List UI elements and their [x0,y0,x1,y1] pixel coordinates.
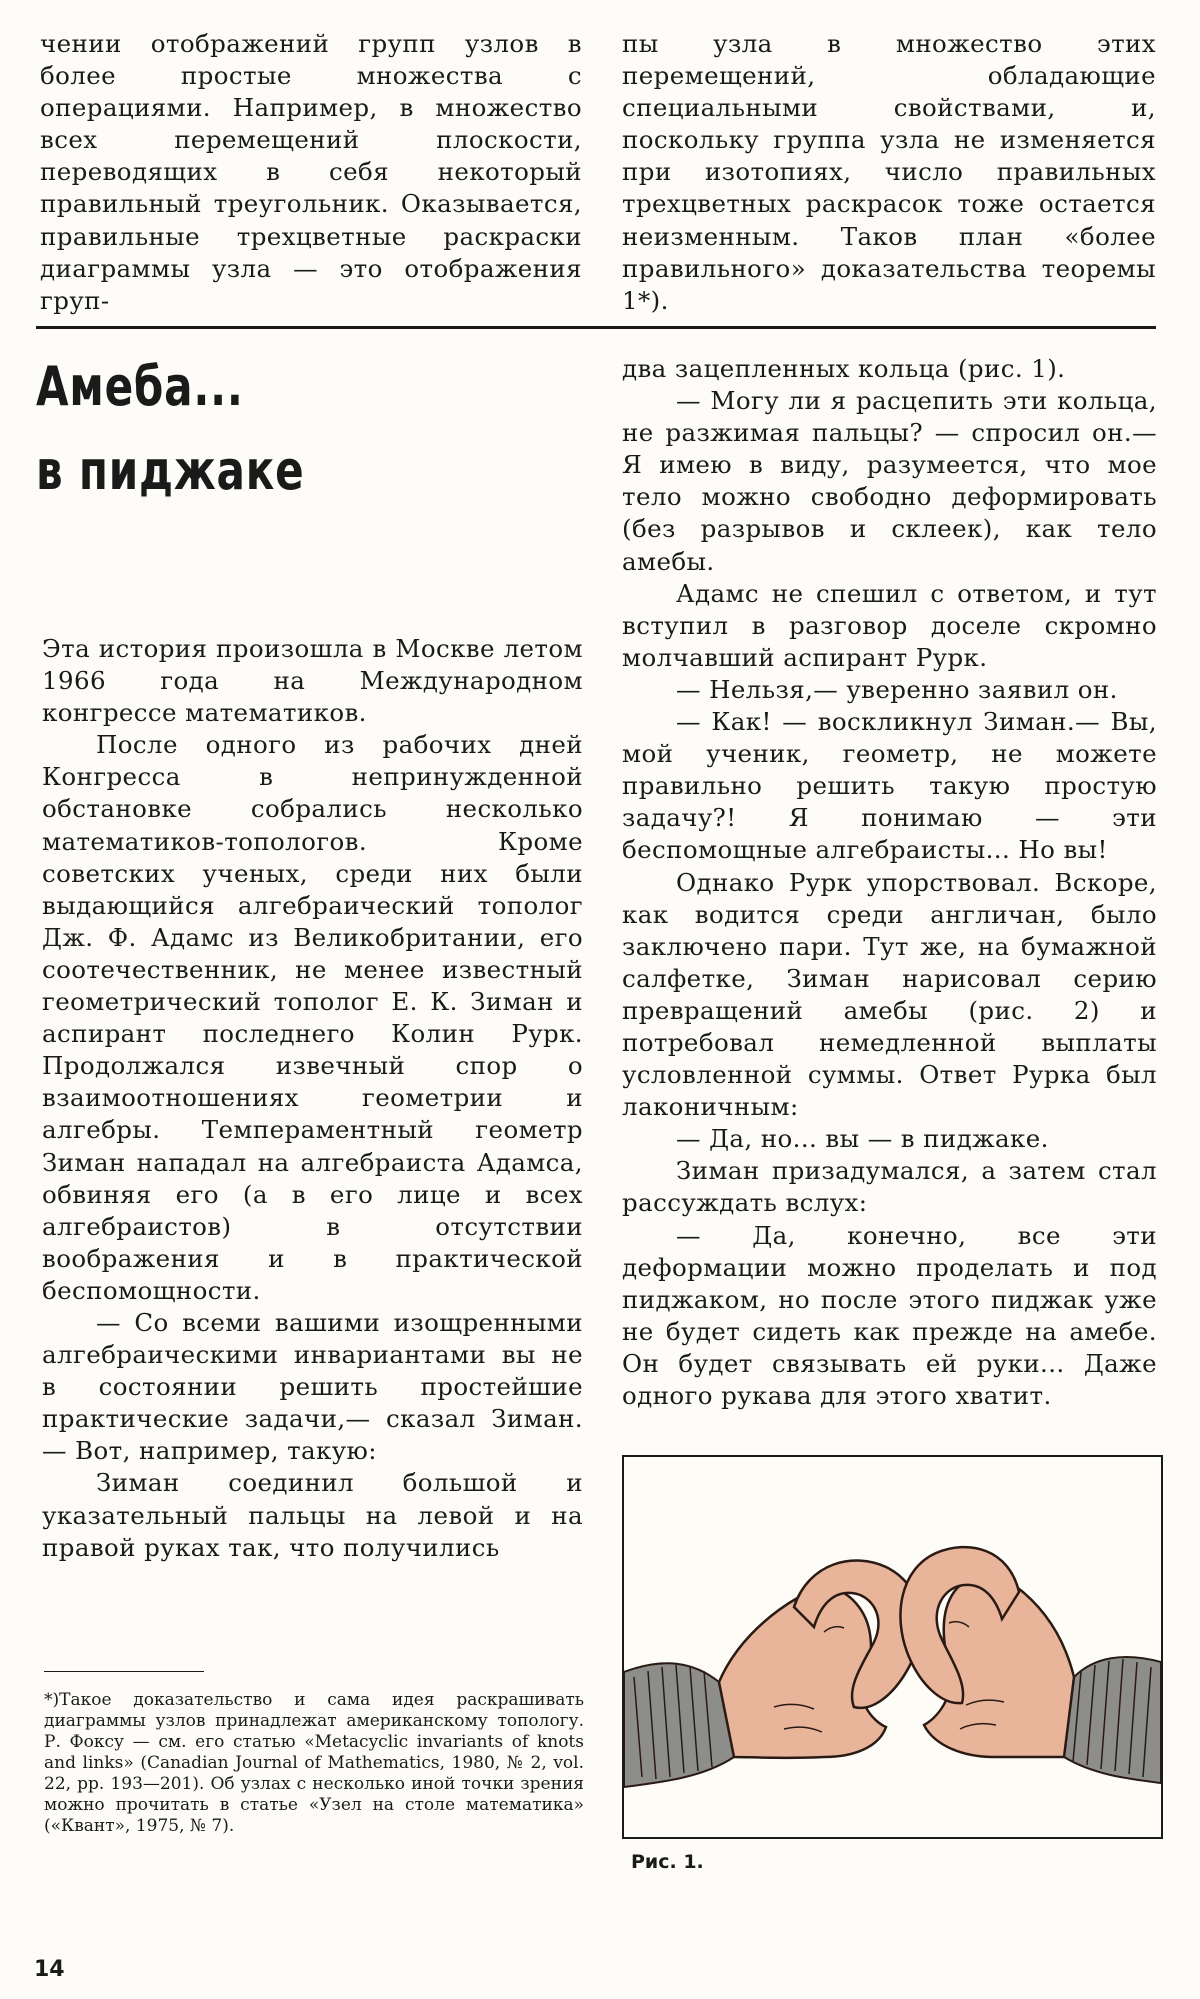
footnote-rule [44,1671,204,1672]
article-paragraph: После одного из рабочих дней Конгресса в непринужденной обстановке собрались несколько математиков-топологов. Кроме советских ученых, среди них были выдающийся алгебраический тополог Дж. Ф. Адамс из Великобритании, его соотечественник, не менее известный геометрический тополог Е. К. Зиман и аспирант последнего Колин Рурк. Продолжался извечный спор о взаимоотношениях геометрии и алгебры. Темпераментный геометр Зиман нападал на алгебраиста Адамса, обвиняя его (а в его лице и всех алгебраистов) в отсутствии воображения и в практической беспомощности. [42,730,583,1305]
article-paragraph: Зиман соединил большой и указательный пальцы на левой и на правой руках так, что получились [42,1468,583,1562]
left-sleeve [624,1663,734,1787]
figure-1-caption: Рис. 1. [631,1851,704,1873]
section-divider [36,326,1156,329]
interlocked-hands-illustration [624,1457,1161,1837]
article-paragraph: — Могу ли я расцепить эти кольца, не разжимая пальцы? — спросил он.— Я имею в виду, разумеется, что мое тело можно свободно деформировать (без разрывов и склеек), как тело амебы. [622,386,1157,576]
top-right-paragraph: пы узла в множество этих перемещений, обладающие специальными свойствами, и, поскольку группа узла не изменяется при изотопиях, число правильных трехцветных раскрасок тоже остается неизменным. Таков план «более правильного» доказательства теоремы 1*). [622,29,1156,315]
top-left-column [40,28,582,317]
article-left-column [42,633,583,1564]
article-title-line-2: в пиджаке [36,438,305,502]
footnote: *)Такое доказательство и сама идея раскрашивать диаграммы узлов принадлежат американскому топологу. Р. Фоксу — см. его статью «Metacyclic invariants of knots and links» (Canadian Journal of Mathematics, 1980, № 2, vol. 22, pp. 193—201). Об узлах с несколько иной точки зрения можно прочитать в статье «Узел на столе математика» («Квант», 1975, № 7). [44,1690,584,1836]
top-right-column [622,28,1156,317]
article-right-column [622,353,1157,1412]
article-paragraph: — Да, но... вы — в пиджаке. [676,1124,1049,1154]
figure-1-frame [622,1455,1163,1839]
article-paragraph: — Да, конечно, все эти деформации можно проделать и под пиджаком, но после этого пиджак уже не будет сидеть как прежде на амебе. Он будет связывать ей руки... Даже одного рукава для этого хватит. [622,1220,1157,1410]
article-paragraph: Эта история произошла в Москве летом 1966 года на Международном конгрессе математиков. [42,634,583,728]
article-paragraph: Зиман призадумался, а затем стал рассуждать вслух: [622,1156,1157,1218]
article-paragraph: Однако Рурк упорствовал. Вскоре, как водится среди англичан, было заключено пари. Тут же, на бумажной салфетке, Зиман нарисовал серию превращений амебы (рис. 2) и потребовал немедленной выплаты условленной суммы. Ответ Рурка был лаконичным: [622,867,1157,1122]
top-left-paragraph: чении отображений групп узлов в более простые множества с операциями. Например, в множество всех перемещений плоскости, переводящих в себя некоторый правильный треугольник. Оказывается, правильные трехцветные раскраски диаграммы узла — это отображения груп- [40,29,582,315]
article-paragraph: Адамс не спешил с ответом, и тут вступил в разговор доселе скромно молчавший аспирант Рурк. [622,578,1157,672]
article-paragraph: — Со всеми вашими изощренными алгебраическими инвариантами вы не в состоянии решить простейшие практические задачи,— сказал Зиман.— Вот, например, такую: [42,1307,583,1466]
article-paragraph: — Как! — воскликнул Зиман.— Вы, мой ученик, геометр, не можете правильно решить такую простую задачу?! Я понимаю — эти беспомощные алгебраисты... Но вы! [622,707,1157,865]
article-title-line-1: Амеба... [36,355,244,418]
article-paragraph: — Нельзя,— уверенно заявил он. [676,674,1118,704]
article-title [36,345,473,512]
page-number: 14 [34,1957,65,1982]
article-paragraph-continuation: два зацепленных кольца (рис. 1). [622,354,1066,383]
